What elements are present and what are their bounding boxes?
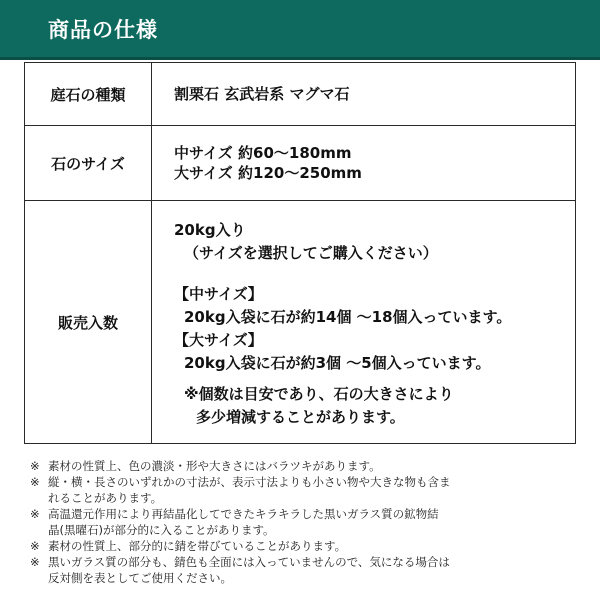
spec-table bbox=[24, 62, 576, 444]
section-header bbox=[0, 0, 600, 60]
label-quantity: 販売入数 bbox=[25, 201, 152, 444]
note-text-continued: 反対側を表としてご使用ください。 bbox=[48, 571, 232, 585]
quantity-weight: 20kg入り bbox=[174, 221, 246, 239]
size-large-text: 大サイズ 約120～250mm bbox=[174, 164, 362, 182]
note-text: 黒いガラス質の部分も、錆色も全面には入っていませんので、気になる場合は bbox=[48, 555, 450, 569]
size-medium-text: 中サイズ 約60～180mm bbox=[174, 144, 352, 162]
value-stone-size bbox=[152, 126, 576, 201]
note-text-continued: れることがあります。 bbox=[48, 491, 163, 505]
quantity-medium-heading: 【中サイズ】 bbox=[174, 285, 263, 303]
note-item bbox=[30, 538, 575, 554]
table-row-stone-size bbox=[25, 126, 576, 201]
value-quantity bbox=[152, 201, 576, 444]
label-stone-size: 石のサイズ bbox=[25, 126, 152, 201]
quantity-large-count: 20kg入袋に石が約3個 ～5個入っています。 bbox=[184, 354, 491, 372]
section-title: 商品の仕様 bbox=[48, 18, 158, 42]
quantity-select-note: （サイズを選択してご購入ください） bbox=[184, 244, 438, 262]
note-text: 高温還元作用により再結晶化してできたキラキラした黒いガラス質の鉱物結 bbox=[48, 507, 439, 521]
quantity-disclaimer-line2: 多少増減することがあります。 bbox=[196, 408, 405, 426]
table-row-stone-type bbox=[25, 63, 576, 126]
note-text: 素材の性質上、色の濃淡・形や大きさにはバラツキがあります。 bbox=[48, 459, 381, 473]
note-mark: ※ bbox=[30, 539, 40, 553]
value-stone-type bbox=[152, 63, 576, 126]
note-item bbox=[30, 458, 575, 474]
quantity-disclaimer-line1: ※個数は目安であり、石の大きさにより bbox=[184, 385, 454, 403]
note-item bbox=[30, 474, 575, 490]
note-item bbox=[30, 506, 575, 522]
table-row-quantity bbox=[25, 201, 576, 444]
quantity-medium-count: 20kg入袋に石が約14個 ～18個入っています。 bbox=[184, 308, 512, 326]
note-text: 縦・横・長さのいずれかの寸法が、表示寸法よりも小さい物や大きな物も含ま bbox=[48, 475, 451, 489]
note-mark: ※ bbox=[30, 459, 40, 473]
quantity-large-heading: 【大サイズ】 bbox=[174, 331, 263, 349]
note-mark: ※ bbox=[30, 475, 40, 489]
stone-type-text: 割栗石 玄武岩系 マグマ石 bbox=[174, 85, 350, 103]
notes-list bbox=[30, 458, 575, 586]
label-stone-type: 庭石の種類 bbox=[25, 63, 152, 126]
note-mark: ※ bbox=[30, 555, 40, 569]
note-text-continued: 晶(黒曜石)が部分的に入ることがあります。 bbox=[48, 523, 275, 537]
note-text: 素材の性質上、部分的に錆を帯びていることがあります。 bbox=[48, 539, 347, 553]
note-mark: ※ bbox=[30, 507, 40, 521]
note-item bbox=[30, 554, 575, 570]
